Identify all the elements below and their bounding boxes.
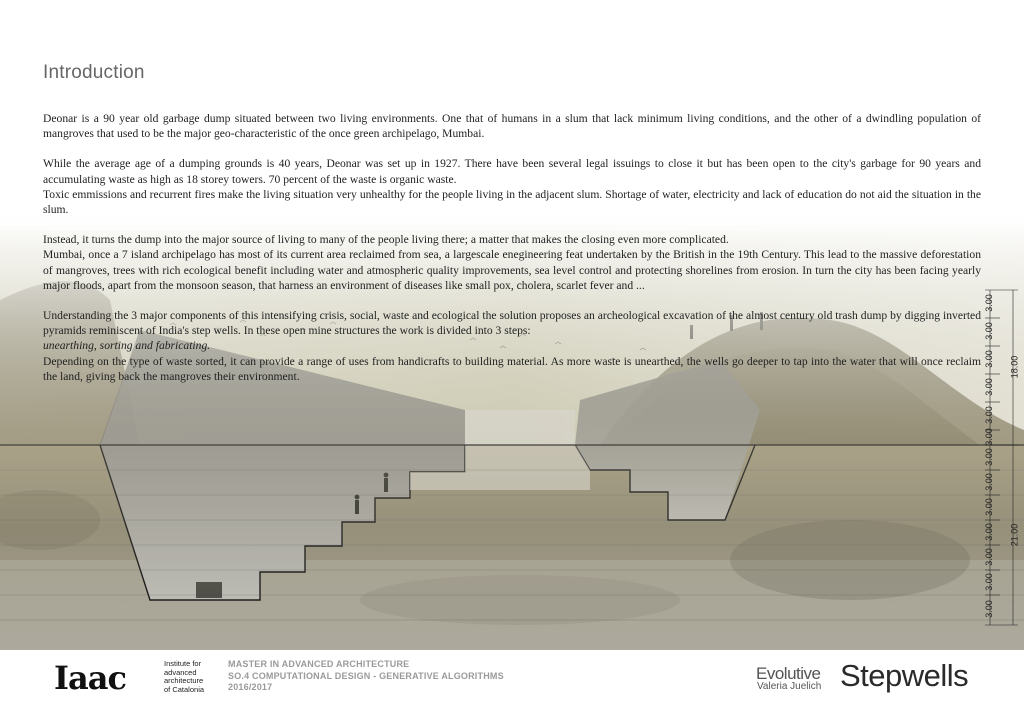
logo-sub-line: of Catalonia	[164, 684, 205, 694]
course-info	[228, 659, 504, 694]
dim-lower-4: 3.00	[983, 523, 994, 541]
dim-upper-5: 3.00	[983, 406, 994, 424]
project-title-main: Stepwells	[840, 658, 969, 693]
paragraph-living: Instead, it turns the dump into the major source of living to many of the people living there; a matter that makes the closing even more complicated.	[43, 233, 729, 247]
logo-sub-line: advanced	[164, 667, 197, 677]
introduction-text	[43, 111, 981, 384]
paragraph-waste-uses: Depending on the type of waste sorted, it can provide a range of uses from handicrafts to building material. As more waste is unearthed, the wells go deeper to tap into the water that will once reclaim the land, giving back the mangroves their environment.	[43, 354, 981, 383]
dim-lower-total: 21.00	[1009, 523, 1020, 547]
dim-lower-5: 3.00	[983, 548, 994, 566]
paragraph-steps	[43, 338, 981, 353]
dim-upper-2: 3.00	[983, 322, 994, 340]
dim-upper-3: 3.00	[983, 350, 994, 368]
dim-upper-1: 3.00	[983, 294, 994, 312]
iaac-logo: Iaac	[54, 659, 126, 697]
iaac-logo-subtitle	[164, 660, 224, 694]
paragraph-emissions: Toxic emmissions and recurrent fires make the living situation very unhealthy for the people living in the adjacent slum. Shortage of water, electricity and lack of education do not aid the situation in the slum.	[43, 187, 981, 217]
dim-upper-6: 3.00	[983, 428, 994, 446]
paragraph-deonar: Deonar is a 90 year old garbage dump situated between two living environments. One that of humans in a slum that lack minimum living conditions, and the other of a dwindling population of mangroves that used to be the major geo-characteristic of the once green archipelago, Mumbai.	[43, 112, 981, 141]
course-module: SO.4 COMPUTATIONAL DESIGN - GENERATIVE ALGORITHMS	[228, 670, 504, 681]
dim-upper-4: 3.00	[983, 378, 994, 396]
paragraph-age: While the average age of a dumping grounds is 40 years, Deonar was set up in 1927. There have been several legal issuings to close it but has been open to the city's garbage for 90 years and accumulating waste as high as 18 storey towers. 70 percent of the waste is organic waste.	[43, 157, 981, 186]
dim-upper-total: 18.00	[1009, 355, 1020, 379]
dim-lower-6: 3.00	[983, 573, 994, 591]
paragraph-mumbai: Mumbai, once a 7 island archipelago has most of its current area reclaimed from sea, a largescale enegineering feat undertaken by the British in the 19th Century. This lead to the massive deforestation of mangroves, trees with rich ecological benefit including water and atmospheric quality improvements, sea level control and protecting shorelines from erosion. In turn the city has been facing yearly major floods, apart from the monsoon season, that harness an environment of diseases like small pox, cholera, scarlet fever and ...	[43, 248, 981, 292]
logo-sub-line: architecture	[164, 676, 204, 686]
project-title-prefix: Evolutive	[756, 664, 821, 683]
dim-lower-7: 3.00	[983, 600, 994, 618]
dim-lower-1: 3.00	[983, 448, 994, 466]
course-program: MASTER IN ADVANCED ARCHITECTURE	[228, 659, 410, 669]
page-title: Introduction	[43, 62, 145, 83]
logo-sub-line: Institute for	[164, 659, 202, 668]
dim-lower-3: 3.00	[983, 498, 994, 516]
dim-lower-2: 3.00	[983, 473, 994, 491]
course-year: 2016/2017	[228, 682, 273, 693]
steps-text: unearthing, sorting and fabricating.	[43, 339, 211, 353]
project-author: Valeria Juelich	[757, 681, 822, 692]
paragraph-proposal: Understanding the 3 major components of this intensifying crisis, social, waste and ecological the solution proposes an archeological excavation of the almost century old trash dump by digging inverted pyramids reminiscent of India's step wells. In these open mine structures the work is divided into 3 steps:	[43, 309, 981, 338]
